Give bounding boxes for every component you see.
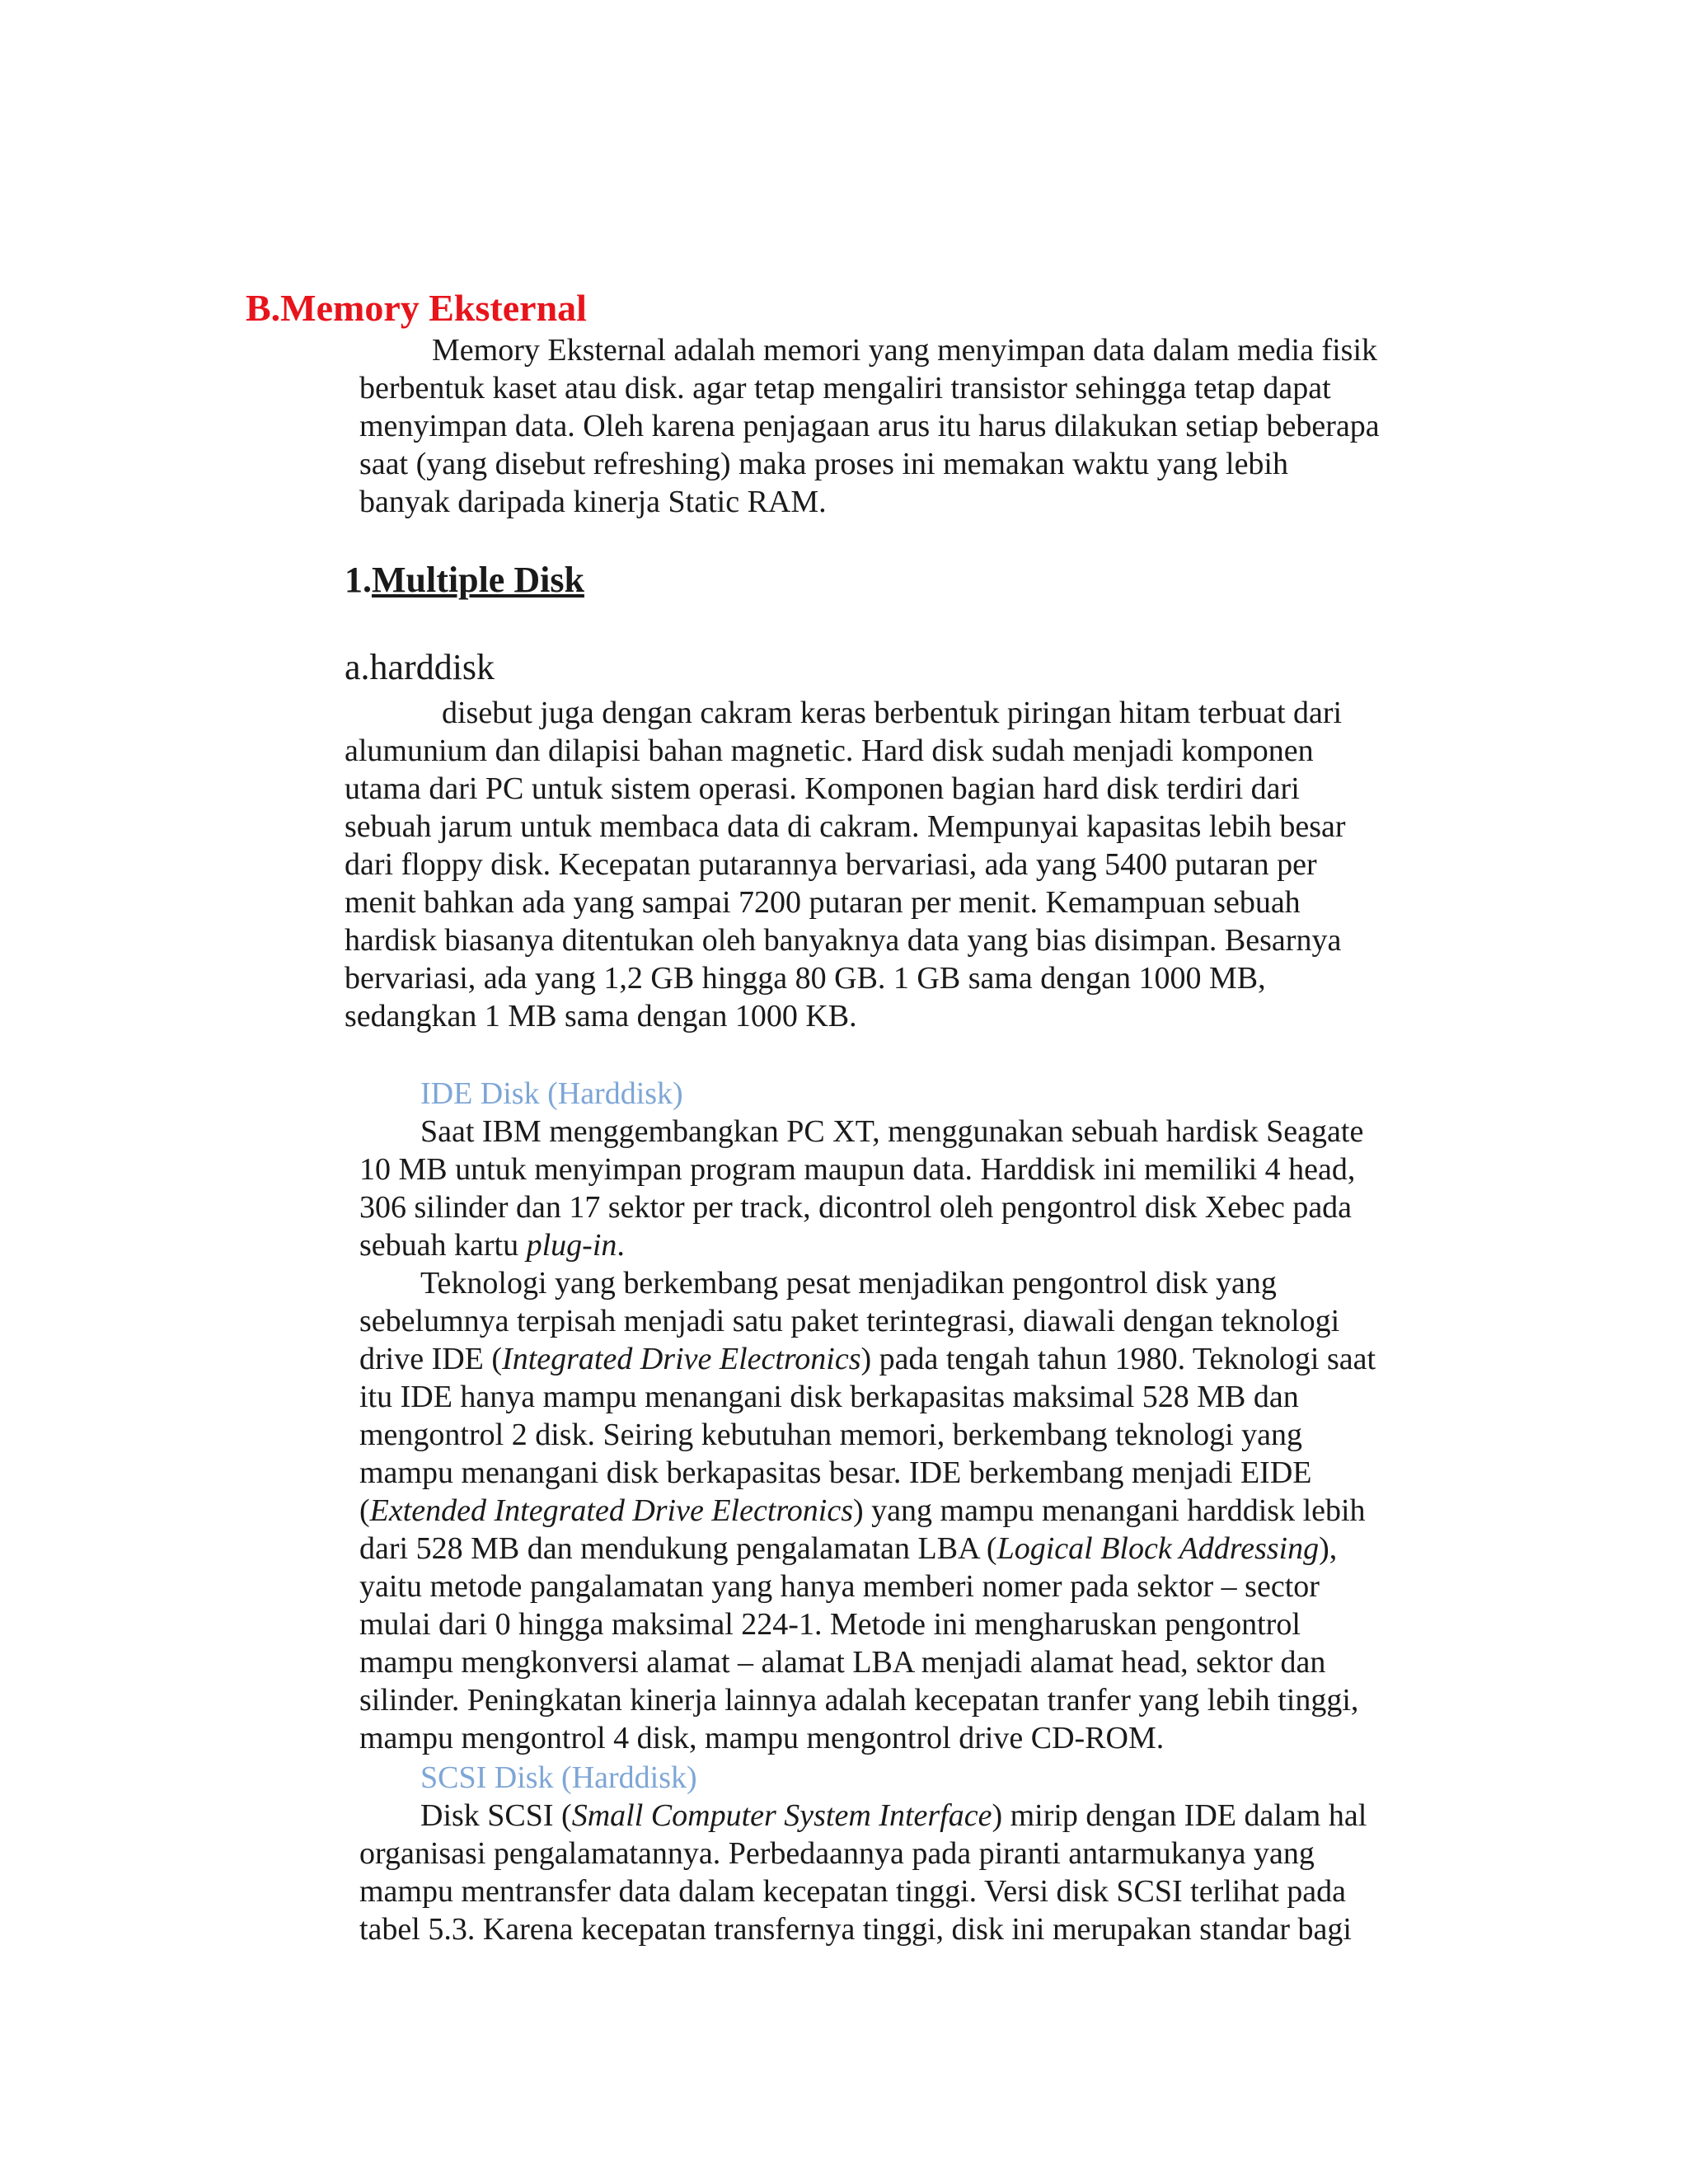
subsection-title <box>345 559 584 602</box>
harddisk-line: alumunium dan dilapisi bahan magnetic. Hard disk sudah menjadi komponen <box>345 733 1314 768</box>
ide-line: silinder. Peningkatan kinerja lainnya adalah kecepatan tranfer yang lebih tinggi, <box>359 1683 1359 1718</box>
ide-text: . <box>617 1228 625 1263</box>
scsi-heading: SCSI Disk (Harddisk) <box>420 1760 697 1795</box>
ide-line: 306 silinder dan 17 sektor per track, dicontrol oleh pengontrol disk Xebec pada <box>359 1190 1353 1225</box>
harddisk-line: menit bahkan ada yang sampai 7200 putaran per menit. Kemampuan sebuah <box>345 885 1301 920</box>
ide-text: sebuah kartu <box>359 1228 527 1263</box>
ide-emphasis: Integrated Drive Electronics <box>502 1342 861 1376</box>
ide-text: ), <box>1319 1531 1338 1566</box>
ide-line <box>359 1530 1376 1568</box>
harddisk-line: sedangkan 1 MB sama dengan 1000 KB. <box>345 999 857 1033</box>
ide-line: Teknologi yang berkembang pesat menjadikan pengontrol disk yang <box>420 1266 1277 1301</box>
scsi-text: ) mirip dengan IDE dalam hal <box>992 1798 1367 1833</box>
ide-text: dari 528 MB dan mendukung pengalamatan LBA ( <box>359 1531 997 1566</box>
ide-heading: IDE Disk (Harddisk) <box>420 1076 683 1111</box>
ide-paragraph-1 <box>359 1113 1363 1264</box>
ide-line: sebelumnya terpisah menjadi satu paket terintegrasi, diawali dengan teknologi <box>359 1304 1340 1338</box>
ide-emphasis: plug-in <box>526 1228 617 1263</box>
scsi-paragraph-1 <box>359 1797 1367 1948</box>
ide-line: mampu mengontrol 4 disk, mampu mengontrol drive CD-ROM. <box>359 1721 1165 1755</box>
harddisk-line: dari floppy disk. Kecepatan putarannya bervariasi, ada yang 5400 putaran per <box>345 847 1317 882</box>
ide-line: 10 MB untuk menyimpan program maupun data. Harddisk ini memiliki 4 head, <box>359 1152 1356 1187</box>
ide-emphasis: Logical Block Addressing <box>996 1531 1320 1566</box>
intro-line: Memory Eksternal adalah memori yang menyimpan data dalam media fisik <box>432 333 1378 368</box>
ide-line: mampu mengkonversi alamat – alamat LBA menjadi alamat head, sektor dan <box>359 1645 1326 1680</box>
scsi-line: mampu mentransfer data dalam kecepatan tinggi. Versi disk SCSI terlihat pada <box>359 1874 1347 1909</box>
ide-text: ) pada tengah tahun 1980. Teknologi saat <box>860 1342 1376 1376</box>
harddisk-line: disebut juga dengan cakram keras berbentuk piringan hitam terbuat dari <box>442 696 1343 730</box>
scsi-emphasis: Small Computer System Interface <box>571 1798 992 1833</box>
ide-text: ( <box>359 1493 370 1528</box>
scsi-line: tabel 5.3. Karena kecepatan transfernya tinggi, disk ini merupakan standar bagi <box>359 1912 1352 1947</box>
ide-line: mampu menangani disk berkapasitas besar. IDE berkembang menjadi EIDE <box>359 1455 1312 1490</box>
ide-line <box>359 1492 1376 1530</box>
section-title: B.Memory Eksternal <box>246 287 587 329</box>
ide-paragraph-2 <box>359 1264 1376 1757</box>
subsection-number: 1. <box>345 560 372 600</box>
ide-line: yaitu metode pangalamatan yang hanya memberi nomer pada sektor – sector <box>359 1569 1320 1604</box>
harddisk-line: hardisk biasanya ditentukan oleh banyaknya data yang bias disimpan. Besarnya <box>345 923 1342 958</box>
ide-emphasis: Extended Integrated Drive Electronics <box>369 1493 853 1528</box>
intro-line: banyak daripada kinerja Static RAM. <box>359 485 827 519</box>
harddisk-line: bervariasi, ada yang 1,2 GB hingga 80 GB. 1 GB sama dengan 1000 MB, <box>345 961 1266 996</box>
ide-line: itu IDE hanya mampu menangani disk berkapasitas maksimal 528 MB dan <box>359 1380 1299 1414</box>
intro-line: saat (yang disebut refreshing) maka proses ini memakan waktu yang lebih <box>359 447 1288 481</box>
intro-line: berbentuk kaset atau disk. agar tetap mengaliri transistor sehingga tetap dapat <box>359 371 1331 405</box>
scsi-line <box>359 1797 1367 1835</box>
subsection-title-text: Multiple Disk <box>372 560 584 600</box>
ide-line <box>359 1226 1363 1264</box>
harddisk-line: utama dari PC untuk sistem operasi. Komponen bagian hard disk terdiri dari <box>345 771 1300 806</box>
ide-line: mulai dari 0 hingga maksimal 224-1. Metode ini mengharuskan pengontrol <box>359 1607 1301 1642</box>
ide-line <box>359 1340 1376 1378</box>
ide-line: mengontrol 2 disk. Seiring kebutuhan memori, berkembang teknologi yang <box>359 1418 1303 1452</box>
ide-line: Saat IBM menggembangkan PC XT, menggunakan sebuah hardisk Seagate <box>420 1114 1364 1149</box>
intro-line: menyimpan data. Oleh karena penjagaan arus itu harus dilakukan setiap beberapa <box>359 409 1380 443</box>
scsi-text: Disk SCSI ( <box>420 1798 572 1833</box>
intro-paragraph <box>359 331 1380 521</box>
scsi-line: organisasi pengalamatannya. Perbedaannya pada piranti antarmukanya yang <box>359 1836 1315 1871</box>
harddisk-title: a.harddisk <box>345 647 495 687</box>
harddisk-paragraph <box>345 694 1346 1035</box>
harddisk-line: sebuah jarum untuk membaca data di cakram. Mempunyai kapasitas lebih besar <box>345 809 1346 844</box>
ide-text: drive IDE ( <box>359 1342 503 1376</box>
ide-text: ) yang mampu menangani harddisk lebih <box>852 1493 1366 1528</box>
